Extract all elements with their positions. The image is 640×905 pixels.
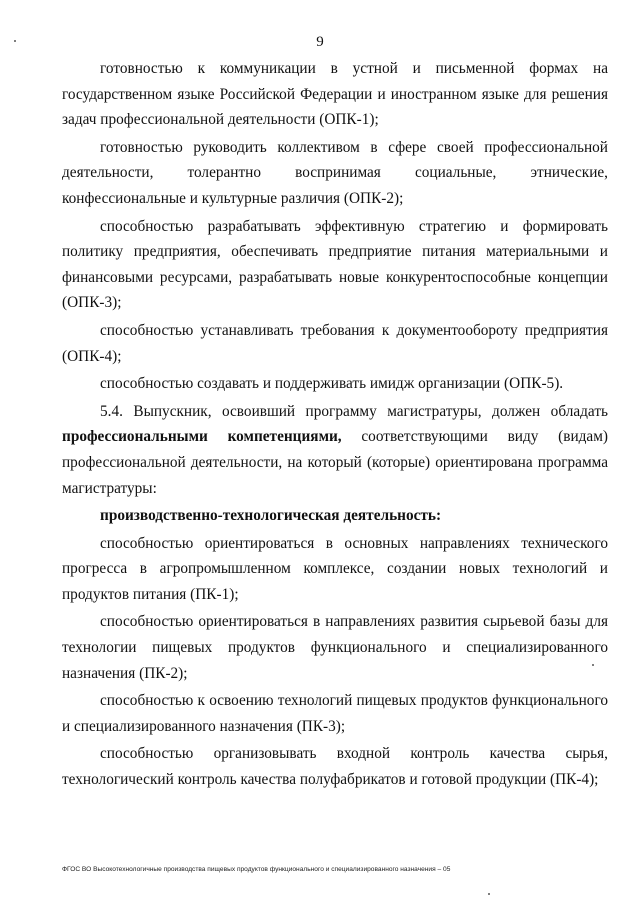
competency-opk-3: способностью разрабатывать эффективную стратегию и формировать политику предприятия, обеспечивать предприятие питания материальными и финансовыми ресурсами, разрабатывать новые конкурентоспособные концепции (ОПК-3); (62, 217, 608, 312)
scan-speck (488, 893, 490, 895)
section-5-4-paragraph (62, 399, 608, 501)
page-footer: ФГОС ВО Высокотехнологичные производства пищевых продуктов функционального и специализированного назначения – 05 (62, 866, 451, 873)
section-5-4-bold: профессиональными компетенциями, (62, 428, 342, 446)
competency-pk-4: способностью организовывать входной контроль качества сырья, технологический контроль качества полуфабрикатов и готовой продукции (ПК-4); (62, 745, 608, 789)
document-body (62, 56, 608, 795)
competency-opk-5: способностью создавать и поддерживать имидж организации (ОПК-5). (100, 375, 564, 393)
section-5-4-suffix: соответствующими виду (видам) профессиональной деятельности, на который (которые) ориентирована программа магистратуры: (62, 428, 608, 497)
competency-opk-2: готовностью руководить коллективом в сфере своей профессиональной деятельности, толерантно воспринимая социальные, этнические, конфессиональные и культурные различия (ОПК-2); (62, 138, 608, 207)
competency-pk-3: способностью к освоению технологий пищевых продуктов функционального и специализированного назначения (ПК-3); (62, 692, 608, 735)
section-subheading: производственно-технологическая деятельность: (100, 507, 442, 525)
competency-pk-2: способностью ориентироваться в направлениях развития сырьевой базы для технологии пищевых продуктов функционального и специализированного назначения (ПК-2); (62, 613, 608, 682)
section-5-4-prefix: 5.4. Выпускник, освоивший программу магистратуры, должен обладать (100, 402, 608, 420)
competency-pk-1: способностью ориентироваться в основных направлениях технического прогресса в агропромышленном комплексе, создании новых технологий и продуктов питания (ПК-1); (62, 534, 608, 603)
competency-opk-4: способностью устанавливать требования к документообороту предприятия (ОПК-4); (62, 321, 608, 365)
page-number: 9 (316, 34, 324, 50)
competency-opk-1: готовностью к коммуникации в устной и письменной формах на государственном языке Российской Федерации и иностранном языке для решения задач профессиональной деятельности (ОПК-1); (62, 60, 608, 129)
